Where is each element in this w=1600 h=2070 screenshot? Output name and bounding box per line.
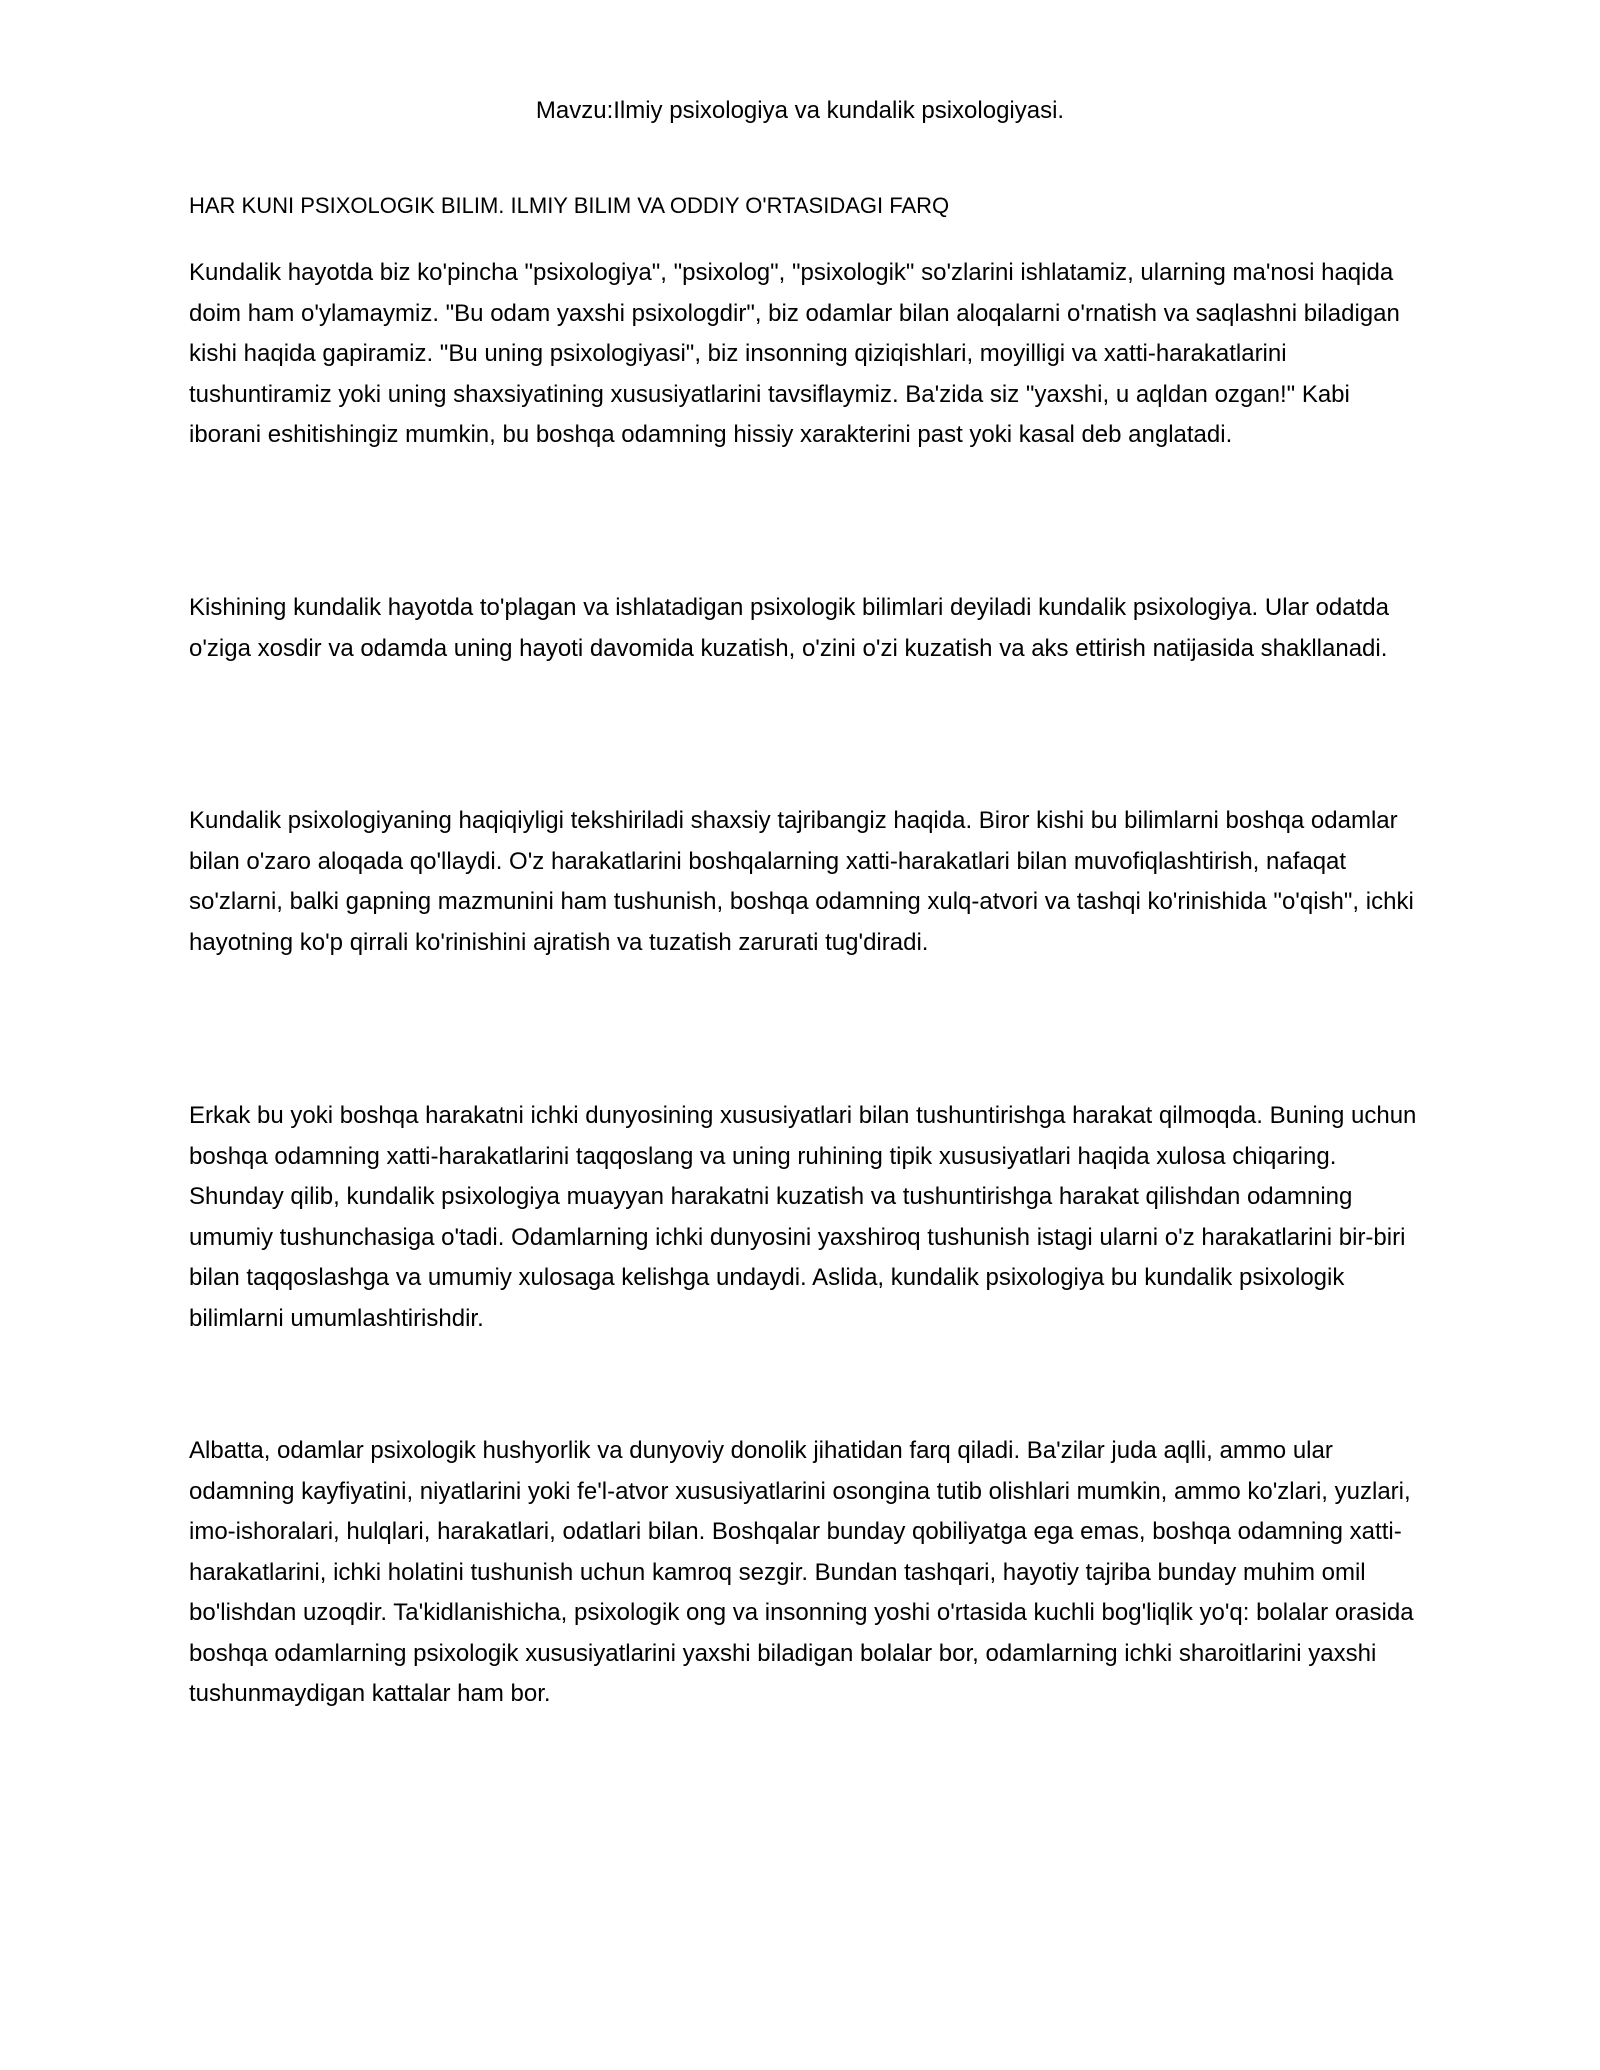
paragraph-2: Kishining kundalik hayotda to'plagan va ishlatadigan psixologik bilimlari deyiladi kundalik psixologiya. Ular odatda o'ziga xosdir va odamda uning hayoti davomida kuzatish, o'zini o'zi kuzatish va aks ettirish natijasida shakllanadi.: [189, 594, 1389, 662]
paragraph-1: Kundalik hayotda biz ko'pincha "psixologiya", "psixolog", "psixologik" so'zlarini ishlatamiz, ularning ma'nosi haqida doim ham o'ylamaymiz. "Bu odam yaxshi psixologdir", biz odamlar bilan aloqalarni o'rnatish va saqlashni biladigan kishi haqida gapiramiz. "Bu uning psixologiyasi", biz insonning qiziqishlari, moyilligi va xatti-harakatlarini tushuntiramiz yoki uning shaxsiyatining xususiyatlarini tavsiflaymiz. Ba'zida siz "yaxshi, u aqldan ozgan!" Kabi iborani eshitishingiz mumkin, bu boshqa odamning hissiy xarakterini past yoki kasal deb anglatadi.: [189, 259, 1400, 448]
document-title: Mavzu:Ilmiy psixologiya va kundalik psixologiyasi.: [535, 97, 1065, 124]
section-heading: HAR KUNI PSIXOLOGIK BILIM. ILMIY BILIM VA ODDIY O'RTASIDAGI FARQ: [189, 193, 950, 218]
paragraph-3: Kundalik psixologiyaning haqiqiyligi tekshiriladi shaxsiy tajribangiz haqida. Biror kishi bu bilimlarni boshqa odamlar bilan o'zaro aloqada qo'llaydi. O'z harakatlarini boshqalarning xatti-harakatlari bilan muvofiqlashtirish, nafaqat so'zlarni, balki gapning mazmunini ham tushunish, boshqa odamning xulq-atvori va tashqi ko'rinishida "o'qish", ichki hayotning ko'p qirrali ko'rinishini ajratish va tuzatish zarurati tug'diradi.: [189, 807, 1414, 956]
paragraph-4: Erkak bu yoki boshqa harakatni ichki dunyosining xususiyatlari bilan tushuntirishga harakat qilmoqda. Buning uchun boshqa odamning xatti-harakatlarini taqqoslang va uning ruhining tipik xususiyatlari haqida xulosa chiqaring. Shunday qilib, kundalik psixologiya muayyan harakatni kuzatish va tushuntirishga harakat qilishdan odamning umumiy tushunchasiga o'tadi. Odamlarning ichki dunyosini yaxshiroq tushunish istagi ularni o'z harakatlarini bir-biri bilan taqqoslashga va umumiy xulosaga kelishga undaydi. Aslida, kundalik psixologiya bu kundalik psixologik bilimlarni umumlashtirishdir.: [189, 1102, 1417, 1332]
paragraph-5: Albatta, odamlar psixologik hushyorlik va dunyoviy donolik jihatidan farq qiladi. Ba'zilar juda aqlli, ammo ular odamning kayfiyatini, niyatlarini yoki fe'l-atvor xususiyatlarini osongina tutib olishlari mumkin, ammo ko'zlari, yuzlari, imo-ishoralari, hulqlari, harakatlari, odatlari bilan. Boshqalar bunday qobiliyatga ega emas, boshqa odamning xatti-harakatlarini, ichki holatini tushunish uchun kamroq sezgir. Bundan tashqari, hayotiy tajriba bunday muhim omil bo'lishdan uzoqdir. Ta'kidlanishicha, psixologik ong va insonning yoshi o'rtasida kuchli bog'liqlik yo'q: bolalar orasida boshqa odamlarning psixologik xususiyatlarini yaxshi biladigan bolalar bor, odamlarning ichki sharoitlarini yaxshi tushunmaydigan kattalar ham bor.: [189, 1437, 1414, 1707]
